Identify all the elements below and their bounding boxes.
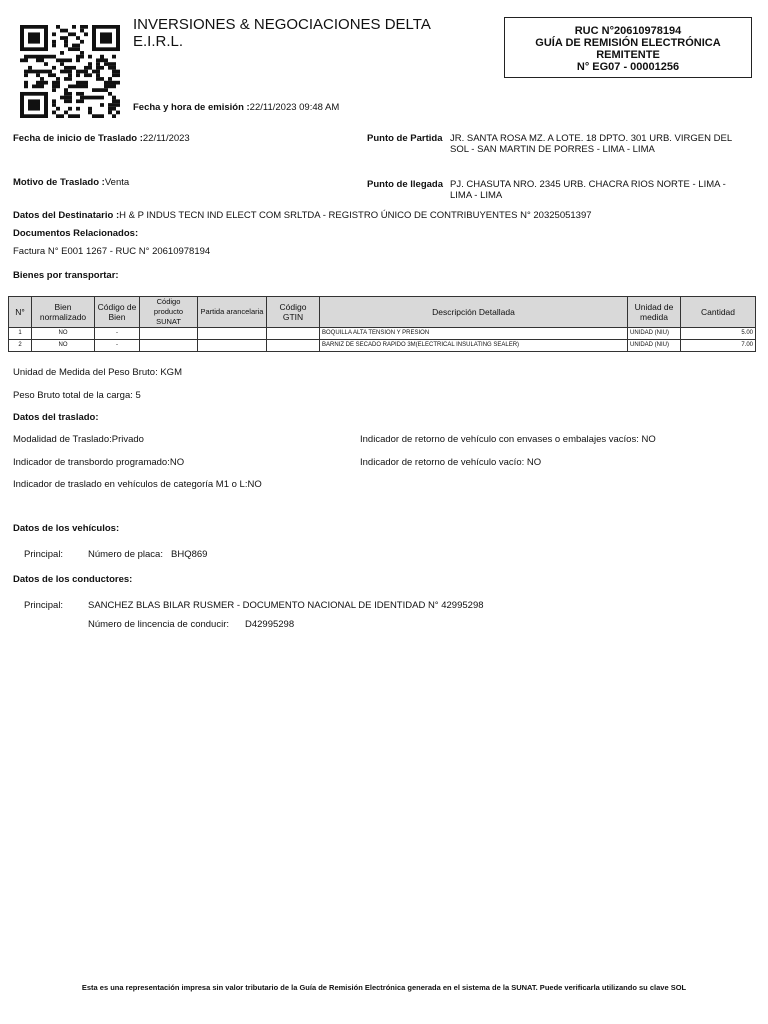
cell: 2	[9, 340, 32, 352]
col-header: Unidad de medida	[628, 297, 681, 328]
cell: -	[95, 328, 140, 340]
cell: UNIDAD (NIU)	[628, 328, 681, 340]
partida-value: JR. SANTA ROSA MZ. A LOTE. 18 DPTO. 301 URB. VIRGEN DEL SOL - SAN MARTIN DE PORRES - LIMA - LIMA	[450, 133, 732, 155]
licencia-value: D42995298	[245, 619, 295, 630]
qr-code	[20, 25, 120, 118]
col-header: Descripción Detallada	[320, 297, 628, 328]
conductores-title: Datos de los conductores:	[13, 574, 133, 585]
datos-traslado-title: Datos del traslado:	[13, 412, 99, 423]
cell: BOQUILLA ALTA TENSION Y PRESION	[320, 328, 628, 340]
doc-subtitle: REMITENTE	[596, 49, 660, 61]
retorno-envases: Indicador de retorno de vehículo con envases o embalajes vacíos: NO	[360, 434, 656, 445]
col-header: Bien normalizado	[32, 297, 95, 328]
table-row	[9, 328, 756, 340]
cell	[267, 328, 320, 340]
cell: 7.00	[681, 340, 756, 352]
placa-value: BHQ869	[171, 549, 208, 560]
cell	[140, 340, 198, 352]
emission-date: Fecha y hora de emisión :22/11/2023 09:48 AM	[133, 102, 340, 113]
cell	[198, 340, 267, 352]
cell: BARNIZ DE SECADO RAPIDO 3M(ELECTRICAL INSULATING SEALER)	[320, 340, 628, 352]
cell: UNIDAD (NIU)	[628, 340, 681, 352]
cell: 5.00	[681, 328, 756, 340]
table-header-row	[9, 297, 756, 328]
modalidad: Modalidad de Traslado:Privado	[13, 434, 144, 445]
llegada-value: PJ. CHASUTA NRO. 2345 URB. CHACRA RIOS NORTE - LIMA - LIMA - LIMA	[450, 179, 726, 201]
col-header: N°	[9, 297, 32, 328]
bienes-label: Bienes por transportar:	[13, 270, 119, 281]
cell: NO	[32, 328, 95, 340]
start-date: Fecha de inicio de Traslado :22/11/2023	[13, 133, 190, 144]
cell: NO	[32, 340, 95, 352]
transbordo: Indicador de transbordo programado:NO	[13, 457, 185, 468]
vehiculos-title: Datos de los vehículos:	[13, 523, 120, 534]
cell: -	[95, 340, 140, 352]
col-header: Cantidad	[681, 297, 756, 328]
cell	[267, 340, 320, 352]
conductor-principal-label: Principal:	[24, 600, 64, 611]
ruc-box	[504, 17, 752, 78]
documentos-value: Factura N° E001 1267 - RUC N° 20610978194	[13, 246, 211, 257]
col-header: Código producto SUNAT	[140, 297, 198, 328]
vehiculo-principal-label: Principal:	[24, 549, 64, 560]
col-header: Código de Bien	[95, 297, 140, 328]
cell	[198, 328, 267, 340]
partida-label: Punto de Partida	[367, 133, 443, 144]
llegada-label: Punto de llegada	[367, 179, 444, 190]
documentos-label: Documentos Relacionados:	[13, 228, 139, 239]
peso-total: Peso Bruto total de la carga: 5	[13, 390, 141, 401]
motivo: Motivo de Traslado :Venta	[13, 177, 130, 188]
company-name: INVERSIONES & NEGOCIACIONES DELTA E.I.R.L.	[133, 16, 431, 50]
cell: 1	[9, 328, 32, 340]
ruc-number: RUC N°20610978194	[574, 25, 682, 37]
col-header: Código GTIN	[267, 297, 320, 328]
conductor-value: SANCHEZ BLAS BILAR RUSMER - DOCUMENTO NACIONAL DE IDENTIDAD N° 42995298	[88, 600, 484, 611]
items-table	[8, 296, 756, 352]
licencia-label: Número de lincencia de conducir:	[88, 619, 229, 630]
doc-number: N° EG07 - 00001256	[576, 61, 680, 73]
table-row	[9, 340, 756, 352]
doc-title: GUÍA DE REMISIÓN ELECTRÓNICA	[535, 37, 721, 49]
col-header: Partida arancelaria	[198, 297, 267, 328]
retorno-vacio: Indicador de retorno de vehículo vacío: NO	[360, 457, 542, 468]
categoria: Indicador de traslado en vehículos de categoría M1 o L:NO	[13, 479, 262, 490]
peso-unidad: Unidad de Medida del Peso Bruto: KGM	[13, 367, 182, 378]
cell	[140, 328, 198, 340]
destinatario: Datos del Destinatario :H & P INDUS TECN IND ELECT COM SRLTDA - REGISTRO ÚNICO DE CONTRIBUYENTES N° 20325051397	[13, 210, 592, 221]
placa-label: Número de placa:	[88, 549, 163, 560]
footer-note: Esta es una representación impresa sin valor tributario de la Guía de Remisión Electrónica generada en el sistema de la SUNAT. Puede verificarla utilizando su clave SOL	[81, 983, 687, 992]
